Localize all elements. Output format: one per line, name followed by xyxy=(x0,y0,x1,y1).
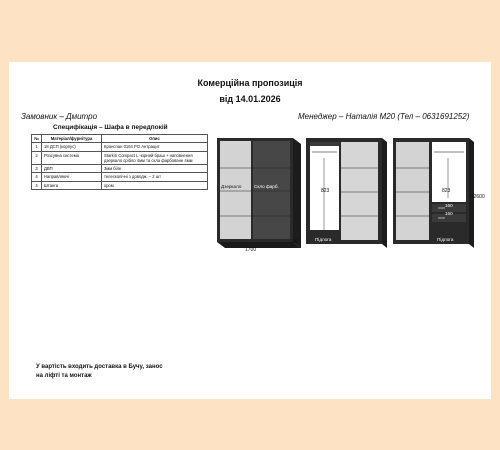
spec-header-row xyxy=(32,135,208,143)
drawer-2-dimension: 160 xyxy=(445,211,453,216)
mirror-door-right xyxy=(396,142,429,240)
spec-cell: 18 ДСП (корпус) xyxy=(42,143,102,151)
delivery-note xyxy=(36,363,216,380)
interior-drawing-2 xyxy=(393,138,479,250)
spec-cell: 3 xyxy=(32,165,42,173)
spec-cell: Штанга xyxy=(42,181,102,189)
front-bottom xyxy=(217,242,301,248)
mirror-label: Дзеркало xyxy=(221,184,242,189)
spec-cell: Starkin Compact L чорний браш + наповнення дзеркало срібло 4мм та скла фарбоване 4мм xyxy=(102,151,208,165)
spec-header-cell: Опис xyxy=(102,135,208,143)
width-dimension: 1700 xyxy=(245,247,257,253)
mirror-door xyxy=(220,141,251,239)
spec-header-cell: Матеріал/фурнітура xyxy=(42,135,102,143)
spec-cell: хром xyxy=(102,181,208,189)
spec-cell: 1 xyxy=(32,143,42,151)
depth-dimension: 700 xyxy=(290,239,299,245)
front-view-drawing xyxy=(213,138,305,254)
glass-door xyxy=(253,141,290,239)
floor-label: Підлога xyxy=(315,237,332,242)
mirror-door-open xyxy=(341,142,378,240)
inner-height-dimension-2: 823 xyxy=(442,188,451,194)
spec-table xyxy=(31,134,208,190)
proposal-document xyxy=(9,62,491,399)
spec-cell: телескопічні з доводж. – 2 шт xyxy=(102,173,208,181)
floor-label-2: Підлога xyxy=(437,237,454,242)
delivery-note-line-1: У вартість входить доставка в Бучу, занос xyxy=(36,364,163,370)
spec-cell: 4 xyxy=(32,181,42,189)
height-dimension: H2600 xyxy=(470,194,485,200)
table-row xyxy=(32,173,208,181)
delivery-note-line-2: на ліфті та монтаж xyxy=(36,372,92,379)
drawer-1-dimension: 160 xyxy=(445,203,453,208)
table-row xyxy=(32,165,208,173)
table-row xyxy=(32,151,208,165)
spec-header-cell: № xyxy=(32,135,42,143)
glass-label: Скло фарб. xyxy=(254,184,279,189)
document-title: Комерційна пропозиція xyxy=(197,78,303,88)
interior-drawing-1 xyxy=(306,138,388,250)
spec-cell: Направляючі xyxy=(42,173,102,181)
table-row xyxy=(32,181,208,189)
document-date: від 14.01.2026 xyxy=(219,94,281,104)
spec-cell: Кронспан 0164 PO Антрацит xyxy=(102,143,208,151)
spec-cell: Розсувна система xyxy=(42,151,102,165)
spec-title: Специфікація – Шафа в передпокій xyxy=(53,124,168,131)
manager-line: Менеджер – Наталія М20 (Тел – 0631691252) xyxy=(298,112,470,121)
spec-cell: 2 xyxy=(32,151,42,165)
spec-cell: 4 xyxy=(32,173,42,181)
front-side-panel xyxy=(293,138,301,248)
spec-cell: ДВП xyxy=(42,165,102,173)
client-line: Замовник – Дмитро xyxy=(21,112,98,121)
inner-height-dimension: 823 xyxy=(321,188,330,194)
spec-cell: 3мм біле xyxy=(102,165,208,173)
table-row xyxy=(32,143,208,151)
